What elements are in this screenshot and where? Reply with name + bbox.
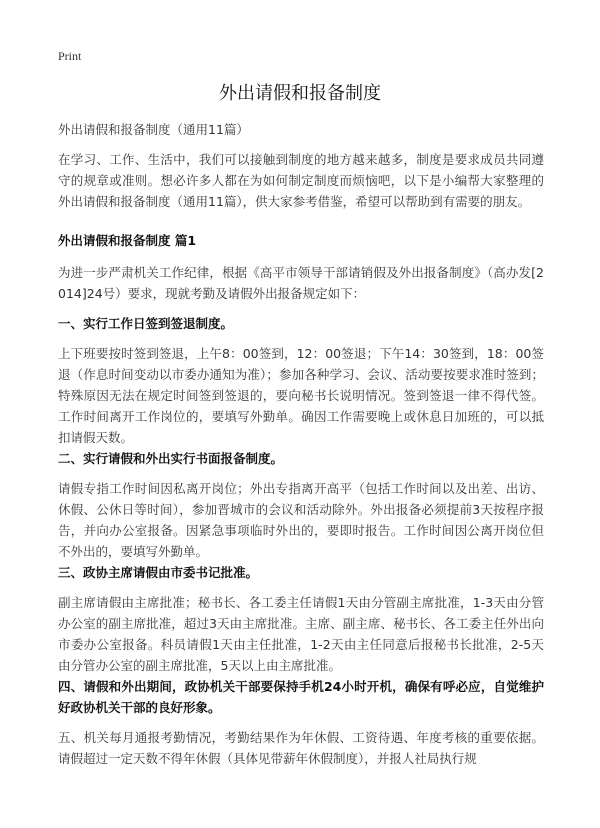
item-2-heading: 二、实行请假和外出实行书面报备制度。 — [58, 451, 284, 466]
section-heading: 外出请假和报备制度 篇1 — [58, 233, 197, 248]
print-label: Print — [58, 49, 82, 63]
item-1-body: 上下班要按时签到签退，上午8：00签到，12：00签退；下午14：30签到，18：00签退（作息时间变动以市委办通知为准）；参加各种学习、会议、活动要按要求准时签到；特殊原因无法在规定时间签到签退的，要向秘书长说明情况。签到签退一律不得代签。工作时间离开工作岗位的，要填写外勤单。确因工作需要晚上或休息日加班的，可以抵扣请假天数。 — [58, 346, 544, 445]
item-4-heading: 四、请假和外出期间，政协机关干部要保持手机24小时开机，确保有呼必应，自觉维护好政协机关干部的良好形象。 — [58, 679, 544, 715]
item-2-body: 请假专指工作时间因私离开岗位；外出专指离开高平（包括工作时间以及出差、出访、休假、公休日等时间），参加晋城市的会议和活动除外。外出报备必须提前3天按程序报告，并向办公室报备。因紧急事项临时外出的，要即时报告。工作时间因公离开岗位但不外出的，要填写外勤单。 — [58, 481, 544, 559]
intro-paragraph: 在学习、工作、生活中，我们可以接触到制度的地方越来越多，制度是要求成员共同遵守的规章或准则。想必许多人都在为如何制定制度而烦恼吧，以下是小编帮大家整理的外出请假和报备制度（通用11篇），供大家参考借鉴，希望可以帮助到有需要的朋友。 — [58, 152, 544, 209]
item-5-body: 五、机关每月通报考勤情况，考勤结果作为年休假、工资待遇、年度考核的重要依据。请假超过一定天数不得年休假（具体见带薪年休假制度），并报人社局执行规 — [58, 730, 544, 766]
item-3-body: 副主席请假由主席批准；秘书长、各工委主任请假1天由分管副主席批准，1-3天由分管办公室的副主席批准，超过3天由主席批准。主席、副主席、秘书长、各工委主任外出向市委办公室报备。科员请假1天由主任批准，1-2天由主任同意后报秘书长批准，2-5天由分管办公室的副主席批准，5天以上由主席批准。 — [58, 595, 544, 673]
document-subtitle: 外出请假和报备制度（通用11篇） — [58, 122, 249, 137]
section-intro-paragraph: 为进一步严肃机关工作纪律，根据《高平市领导干部请销假及外出报备制度》（高办发[2014]24号）要求，现就考勤及请假外出报备规定如下： — [58, 265, 544, 301]
item-3-heading: 三、政协主席请假由市委书记批准。 — [58, 565, 259, 580]
page-title: 外出请假和报备制度 — [219, 83, 381, 104]
item-1-heading: 一、实行工作日签到签退制度。 — [58, 316, 234, 331]
